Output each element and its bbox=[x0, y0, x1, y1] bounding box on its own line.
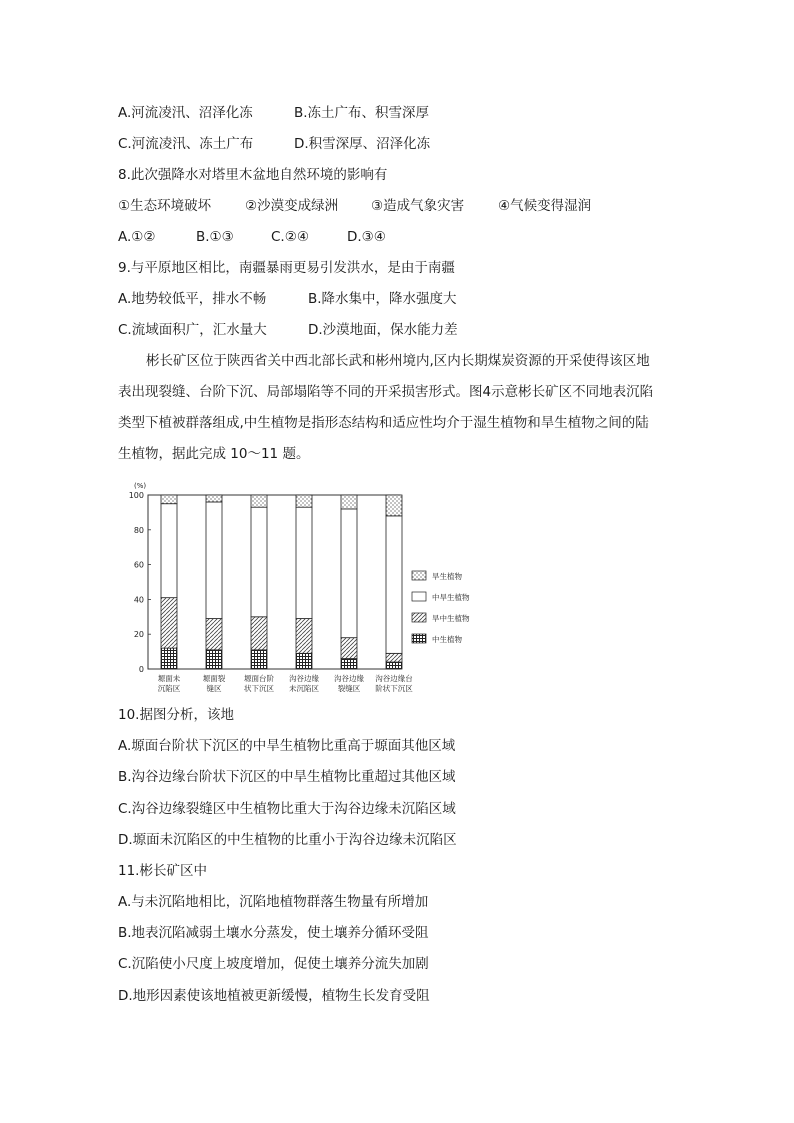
x-category-label: 裂缝区 bbox=[337, 684, 361, 693]
q9-option-d: D.沙漠地面，保水能力差 bbox=[308, 322, 458, 338]
bar-segment-blank bbox=[161, 504, 177, 598]
bar-segment-crosshatch bbox=[251, 650, 267, 669]
y-tick-label: 40 bbox=[133, 595, 144, 605]
bar-segment-dotted bbox=[341, 495, 357, 509]
bar-segment-crosshatch bbox=[386, 662, 402, 669]
q7-option-b: B.冻土广布、积雪深厚 bbox=[294, 105, 430, 121]
y-tick-label: 60 bbox=[133, 560, 144, 570]
q9-stem: 9.与平原地区相比，南疆暴雨更易引发洪水，是由于南疆 bbox=[118, 260, 455, 276]
x-category-label: 沟谷边缘 bbox=[334, 674, 364, 683]
y-tick-label: 20 bbox=[133, 630, 144, 640]
bar-segment-diagonal bbox=[251, 617, 267, 650]
q11-option-a: A.与未沉陷地相比，沉陷地植物群落生物量有所增加 bbox=[118, 894, 429, 910]
bar-segment-blank bbox=[251, 507, 267, 617]
x-category-label: 未沉陷区 bbox=[289, 684, 319, 693]
bar-segment-blank bbox=[296, 507, 312, 618]
q8-option-d: D.③④ bbox=[347, 229, 386, 245]
y-tick-label: 80 bbox=[133, 525, 144, 535]
bar-segment-crosshatch bbox=[206, 650, 222, 669]
passage-line-4: 生植物，据此完成 10～11 题。 bbox=[118, 446, 310, 462]
bar-segment-diagonal bbox=[296, 619, 312, 654]
legend-label: 中生植物 bbox=[432, 635, 462, 644]
q11-option-c: C.沉陷使小尺度上坡度增加，促使土壤养分流失加剧 bbox=[118, 956, 429, 972]
q10-option-b: B.沟谷边缘台阶状下沉区的中旱生植物比重超过其他区域 bbox=[118, 769, 456, 785]
x-category-label: 状下沉区 bbox=[244, 684, 274, 693]
q7-option-c: C.河流凌汛、冻土广布 bbox=[118, 136, 254, 152]
legend-label: 旱中生植物 bbox=[432, 614, 470, 623]
q9-option-a: A.地势较低平，排水不畅 bbox=[118, 291, 267, 307]
q7-option-d: D.积雪深厚、沼泽化冻 bbox=[294, 136, 431, 152]
bar-segment-crosshatch bbox=[296, 653, 312, 669]
x-category-label: 沉陷区 bbox=[157, 684, 181, 693]
q8-stem: 8.此次强降水对塔里木盆地自然环境的影响有 bbox=[118, 167, 388, 183]
q10-option-c: C.沟谷边缘裂缝区中生植物比重大于沟谷边缘未沉陷区域 bbox=[118, 801, 456, 817]
q8-statement-1: ①生态环境破坏 bbox=[118, 198, 212, 214]
bar-segment-dotted bbox=[251, 495, 267, 507]
passage-line-1: 彬长矿区位于陕西省关中西北部长武和彬州境内,区内长期煤炭资源的开采使得该区地 bbox=[146, 353, 650, 369]
legend-label: 中旱生植物 bbox=[432, 593, 470, 602]
q11-option-b: B.地表沉陷减弱土壤水分蒸发，使土壤养分循环受阻 bbox=[118, 925, 429, 941]
q8-statement-4: ④气候变得湿润 bbox=[498, 198, 592, 214]
q8-option-a: A.①② bbox=[118, 229, 156, 245]
plot-frame bbox=[148, 495, 400, 669]
bar-segment-blank bbox=[341, 509, 357, 638]
y-tick-label: 0 bbox=[138, 665, 144, 674]
legend-swatch-crosshatch bbox=[412, 634, 426, 643]
q11-stem: 11.彬长矿区中 bbox=[118, 863, 207, 879]
q9-option-b: B.降水集中，降水强度大 bbox=[308, 291, 457, 307]
q10-option-a: A.塬面台阶状下沉区的中旱生植物比重高于塬面其他区域 bbox=[118, 738, 456, 754]
bar-segment-blank bbox=[206, 502, 222, 619]
passage-line-3: 类型下植被群落组成,中生植物是指形态结构和适应性均介于湿生植物和旱生植物之间的陆 bbox=[118, 415, 649, 431]
q11-option-d: D.地形因素使该地植被更新缓慢，植物生长发育受阻 bbox=[118, 988, 430, 1004]
bar-segment-dotted bbox=[161, 495, 177, 504]
q10-stem: 10.据图分析，该地 bbox=[118, 707, 234, 723]
x-category-label: 沟谷边缘台 bbox=[375, 674, 413, 683]
legend-label: 旱生植物 bbox=[432, 572, 462, 581]
bar-segment-dotted bbox=[296, 495, 312, 507]
legend-swatch-dotted bbox=[412, 571, 426, 580]
bar-segment-diagonal bbox=[386, 653, 402, 662]
q9-option-c: C.流域面积广，汇水量大 bbox=[118, 322, 267, 338]
y-tick-label: 100 bbox=[128, 491, 144, 500]
y-axis-unit-label: (%) bbox=[134, 482, 147, 490]
q8-statement-2: ②沙漠变成绿洲 bbox=[245, 198, 339, 214]
bar-segment-diagonal bbox=[341, 638, 357, 659]
bar-segment-crosshatch bbox=[161, 648, 177, 669]
bar-segment-dotted bbox=[386, 495, 402, 516]
q8-option-c: C.②④ bbox=[271, 229, 309, 245]
x-category-label: 阶状下沉区 bbox=[375, 684, 413, 693]
bar-segment-crosshatch bbox=[341, 659, 357, 669]
bar-segment-blank bbox=[386, 516, 402, 653]
x-category-label: 塬面未 bbox=[157, 674, 181, 683]
x-category-label: 沟谷边缘 bbox=[289, 674, 319, 683]
q10-option-d: D.塬面未沉陷区的中生植物的比重小于沟谷边缘未沉陷区 bbox=[118, 832, 457, 848]
bar-segment-diagonal bbox=[206, 619, 222, 650]
passage-line-2: 表出现裂缝、台阶下沉、局部塌陷等不同的开采损害形式。图4示意彬长矿区不同地表沉陷 bbox=[118, 384, 654, 400]
x-category-label: 缝区 bbox=[206, 684, 222, 693]
q7-option-a: A.河流凌汛、沼泽化冻 bbox=[118, 105, 253, 121]
q8-statement-3: ③造成气象灾害 bbox=[371, 198, 465, 214]
vegetation-composition-chart bbox=[118, 478, 498, 698]
legend-swatch-diagonal bbox=[412, 613, 426, 622]
bar-segment-diagonal bbox=[161, 598, 177, 648]
x-category-label: 塬面裂 bbox=[202, 674, 226, 683]
legend-swatch-blank bbox=[412, 592, 426, 601]
x-category-label: 塬面台阶 bbox=[244, 674, 274, 683]
bar-segment-dotted bbox=[206, 495, 222, 502]
q8-option-b: B.①③ bbox=[196, 229, 234, 245]
